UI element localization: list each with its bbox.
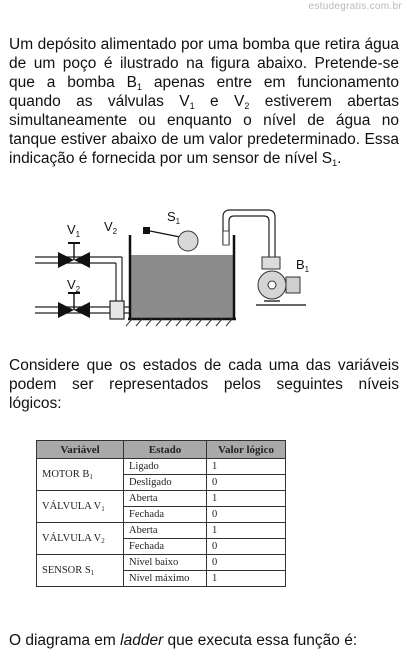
pipe-tee [110, 301, 124, 319]
value-cell: 1 [207, 491, 286, 507]
logic-levels-table [36, 440, 286, 587]
level-sensor-icon [143, 227, 198, 251]
value-cell: 1 [207, 571, 286, 587]
state-cell: Nível baixo [124, 555, 207, 571]
label-v2-bottom: $V_2$ [67, 277, 81, 294]
state-cell: Desligado [124, 475, 207, 491]
considere-paragraph: Considere que os estados de cada uma das variáveis podem ser representados pelos seguintes níveis lógicos: [9, 357, 399, 412]
state-cell: Aberta [124, 491, 207, 507]
variable-cell: SENSOR $S_1$ [37, 555, 124, 587]
watermark: estudegratis.com.br [308, 1, 402, 12]
value-cell: 0 [207, 555, 286, 571]
table-header-row [37, 441, 286, 459]
problem-statement: Um depósito alimentado por uma bomba que retira água de um poço é ilustrado na figura abaixo. Pretende-se que a bomba $B_1$ apenas entre em funcionamento quando as válvulas $V_1$ e $V_2$ estiverem abertas simultaneamente ou enquanto o nível de água no tanque estiver abaixo de um valor predeterminado. Essa indicação é fornecida por um sensor de nível $S_1$. [9, 36, 399, 168]
table-row [37, 491, 286, 507]
upper-pipe [35, 257, 122, 301]
header-estado: Estado [124, 441, 207, 459]
header-valor-logico: Valor lógico [207, 441, 286, 459]
state-cell: Aberta [124, 523, 207, 539]
header-variavel: Variável [37, 441, 124, 459]
variable-cell: VÁLVULA $V_1$ [37, 491, 124, 523]
value-cell: 1 [207, 459, 286, 475]
variable-cell: MOTOR $B_1$ [37, 459, 124, 491]
value-cell: 1 [207, 523, 286, 539]
table-row [37, 555, 286, 571]
state-cell: Fechada [124, 539, 207, 555]
valve-v2-icon [58, 293, 90, 318]
label-s1: $S_1$ [167, 209, 181, 226]
table-row [37, 459, 286, 475]
state-cell: Ligado [124, 459, 207, 475]
ladder-term: ladder [120, 632, 164, 649]
value-cell: 0 [207, 507, 286, 523]
ladder-question: O diagrama em ladder que executa essa função é: [9, 632, 358, 649]
value-cell: 0 [207, 475, 286, 491]
label-b1: $B_1$ [296, 257, 310, 274]
state-cell: Nível máximo [124, 571, 207, 587]
label-v2-top: $V_2$ [104, 219, 118, 236]
state-cell: Fechada [124, 507, 207, 523]
value-cell: 0 [207, 539, 286, 555]
variable-cell: VÁLVULA $V_2$ [37, 523, 124, 555]
outlet-pipe [223, 210, 275, 257]
tank-pump-figure [30, 205, 330, 331]
table-row [37, 523, 286, 539]
valve-v1-icon [58, 243, 90, 268]
label-v1: $V_1$ [67, 222, 81, 239]
